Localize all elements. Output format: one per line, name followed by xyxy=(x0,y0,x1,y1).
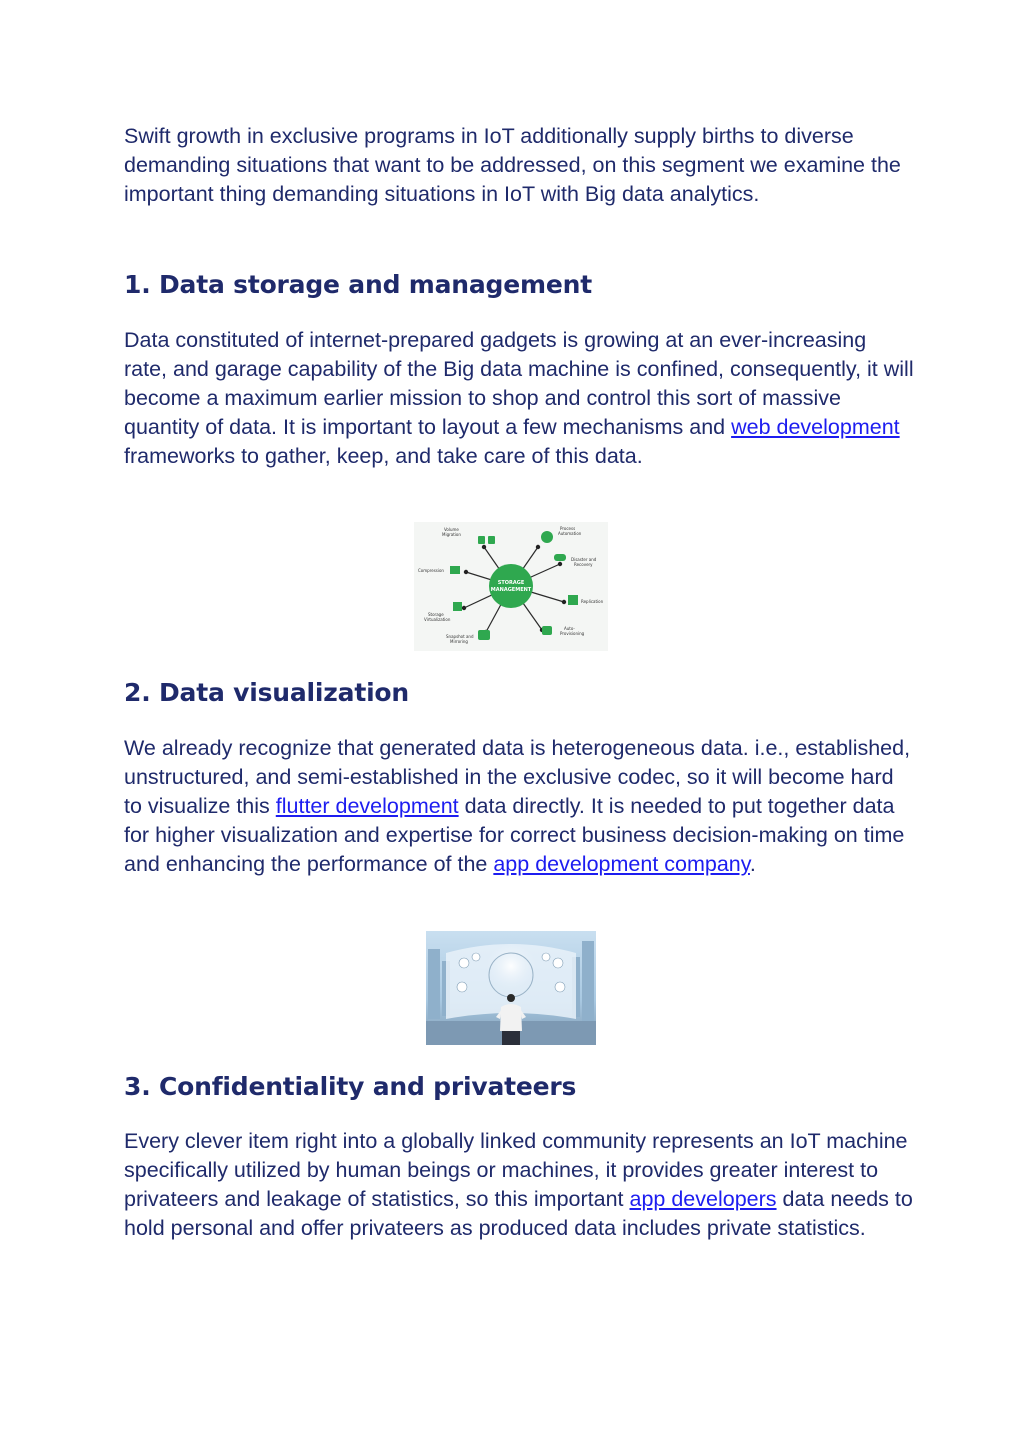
server-icon xyxy=(542,626,552,635)
section-heading-storage: 1. Data storage and management xyxy=(124,270,592,299)
paragraph-text: . xyxy=(749,852,756,876)
data-visualization-photo xyxy=(426,931,596,1045)
chip-icon xyxy=(453,602,462,611)
database-icon xyxy=(478,536,485,544)
replication-icon xyxy=(568,595,578,605)
label-process-automation-2: Automation xyxy=(558,531,582,536)
section-paragraph-visualization xyxy=(124,734,914,879)
database-icon xyxy=(488,536,495,544)
gear-icon xyxy=(541,531,553,543)
label-snapshot-mirroring-1: Snapshot and xyxy=(446,634,474,639)
paragraph-text: data needs to hold personal and offer privateers as produced data includes private statistics. xyxy=(124,1187,913,1240)
link-flutter-development[interactable]: flutter development xyxy=(275,794,459,818)
camera-icon xyxy=(478,630,490,640)
section-heading-visualization: 2. Data visualization xyxy=(124,678,410,707)
label-volume-migration-1: Volume xyxy=(444,527,459,532)
section-paragraph-confidentiality xyxy=(124,1127,914,1243)
paragraph-text: Data constituted of internet-prepared gadgets is growing at an ever-increasing rate, and garage capability of the Big data machine is confined, consequently, it will become a maximum earlier mission to shop and control this sort of massive quantity of data. It is important to layout a few mechanisms and xyxy=(124,328,914,439)
link-app-development-company[interactable]: app development company xyxy=(493,852,750,876)
paragraph-text: We already recognize that generated data is heterogeneous data. i.e., established, unstructured, and semi-established in the exclusive codec, so it will become hard to visualize this xyxy=(124,736,911,818)
label-storage-virtualization-1: Storage xyxy=(428,612,444,617)
paragraph-text: Every clever item right into a globally linked community represents an IoT machine specifically utilized by human beings or machines, it provides greater interest to privateers and leakage of statistics, so this important xyxy=(124,1129,908,1211)
label-volume-migration-2: Migration xyxy=(442,532,461,537)
paragraph-text: frameworks to gather, keep, and take care of this data. xyxy=(124,444,643,468)
intro-paragraph: Swift growth in exclusive programs in IoT additionally supply births to diverse demanding situations that want to be addressed, on this segment we examine the important thing demanding situations in IoT with Big data analytics. xyxy=(124,124,901,206)
label-compression: Compression xyxy=(418,568,444,573)
label-snapshot-mirroring-2: Mirroring xyxy=(450,639,468,644)
label-disaster-recovery-1: Disaster and xyxy=(571,557,597,562)
storage-management-diagram xyxy=(414,522,608,651)
storage-management-hub xyxy=(489,564,533,608)
chart-icon xyxy=(553,958,563,968)
graph-icon xyxy=(542,953,550,961)
download-icon xyxy=(450,566,460,574)
link-web-development[interactable]: web development xyxy=(731,415,900,439)
label-process-automation-1: Process xyxy=(560,526,576,531)
label-auto-provisioning-1: Auto- xyxy=(564,626,575,631)
cloud-icon xyxy=(554,554,566,561)
section-heading-confidentiality: 3. Confidentiality and privateers xyxy=(124,1072,577,1101)
analytics-icon xyxy=(459,958,469,968)
paragraph-text: data directly. It is needed to put together data for higher visualization and expertise for correct business decision-making on time and enhancing the performance of the xyxy=(124,794,905,876)
label-replication: Replication xyxy=(581,599,604,604)
hub-label-line1: STORAGE xyxy=(497,580,525,586)
network-icon xyxy=(555,982,565,992)
label-disaster-recovery-2: Recovery xyxy=(574,562,593,567)
section-paragraph-storage xyxy=(124,326,914,471)
hub-label-line2: MANAGEMENT xyxy=(490,587,532,593)
label-auto-provisioning-2: Provisioning xyxy=(560,631,585,636)
link-app-developers[interactable]: app developers xyxy=(629,1187,777,1211)
settings-icon xyxy=(457,982,467,992)
label-storage-virtualization-2: Virtualization xyxy=(424,617,451,622)
search-icon xyxy=(472,953,480,961)
